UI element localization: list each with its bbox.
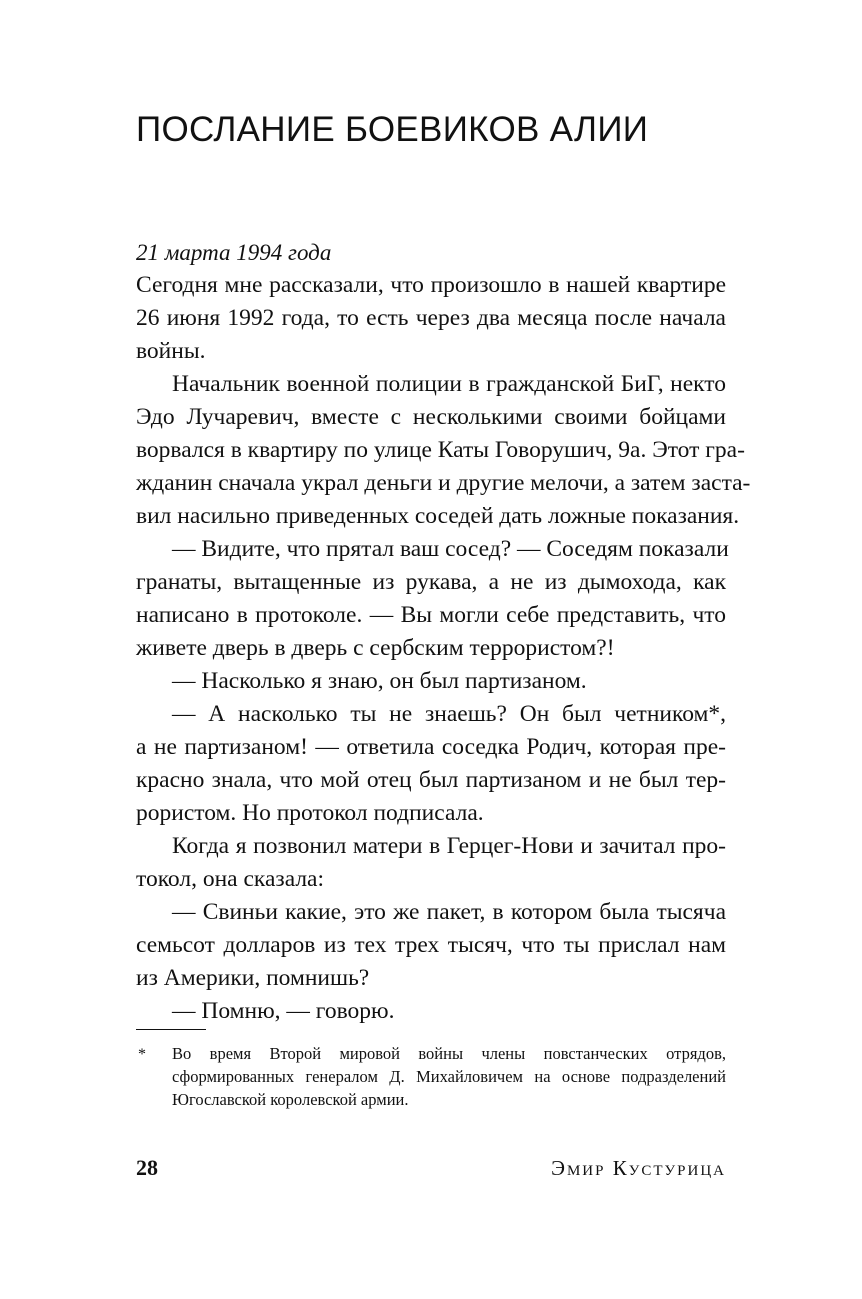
body-line: — А насколько ты не знаешь? Он был четником*, (172, 701, 726, 727)
footnote-mark: * (138, 1046, 146, 1063)
footnote-line: Во время Второй мировой войны члены повстанческих отрядов, (172, 1044, 726, 1063)
body-line: токол, она сказала: (136, 866, 325, 892)
body-line: вил насильно приведенных соседей дать ложные показания. (136, 503, 740, 529)
body-line: живете дверь в дверь с сербским террористом?! (136, 635, 615, 661)
body-line: Начальник военной полиции в гражданской БиГ, некто (172, 371, 726, 397)
body-line: написано в протоколе. — Вы могли себе представить, что (136, 602, 726, 628)
footnote-line: Югославской королевской армии. (172, 1090, 409, 1109)
running-footer-author: Эмир Кустурица (551, 1156, 726, 1180)
body-line: семьсот долларов из тех трех тысяч, что ты прислал нам (136, 932, 726, 958)
body-line: красно знала, что мой отец был партизаном и не был тер- (136, 767, 726, 793)
footnote-line: сформированных генералом Д. Михайловичем на основе подразделений (172, 1067, 726, 1086)
body-line: войны. (136, 338, 206, 364)
body-line: Эдо Лучаревич, вместе с несколькими своими бойцами (136, 404, 726, 430)
chapter-title: ПОСЛАНИЕ БОЕВИКОВ АЛИИ (136, 110, 649, 149)
body-line: Сегодня мне рассказали, что произошло в нашей квартире (136, 272, 726, 298)
footnote-divider (136, 1029, 206, 1030)
body-line: ворвался в квартиру по улице Каты Говорушич, 9а. Этот гра- (136, 437, 745, 463)
body-line: из Америки, помнишь? (136, 965, 370, 991)
body-line: а не партизаном! — ответила соседка Родич, которая пре- (136, 734, 726, 760)
body-line: гранаты, вытащенные из рукава, а не из дымохода, как (136, 569, 726, 595)
body-line: — Свиньи какие, это же пакет, в котором была тысяча (172, 899, 726, 925)
page-number: 28 (136, 1155, 158, 1180)
body-line: жданин сначала украл деньги и другие мелочи, а затем заста- (136, 470, 751, 496)
body-line: — Видите, что прятал ваш сосед? — Соседям показали (172, 536, 729, 562)
body-line: — Помню, — говорю. (172, 998, 395, 1024)
body-line: — Насколько я знаю, он был партизаном. (172, 668, 587, 694)
body-line: Когда я позвонил матери в Герцег-Нови и зачитал про- (172, 833, 726, 859)
body-line: рористом. Но протокол подписала. (136, 800, 484, 826)
diary-date: 21 марта 1994 года (136, 240, 332, 265)
body-line: 26 июня 1992 года, то есть через два месяца после начала (136, 305, 726, 331)
